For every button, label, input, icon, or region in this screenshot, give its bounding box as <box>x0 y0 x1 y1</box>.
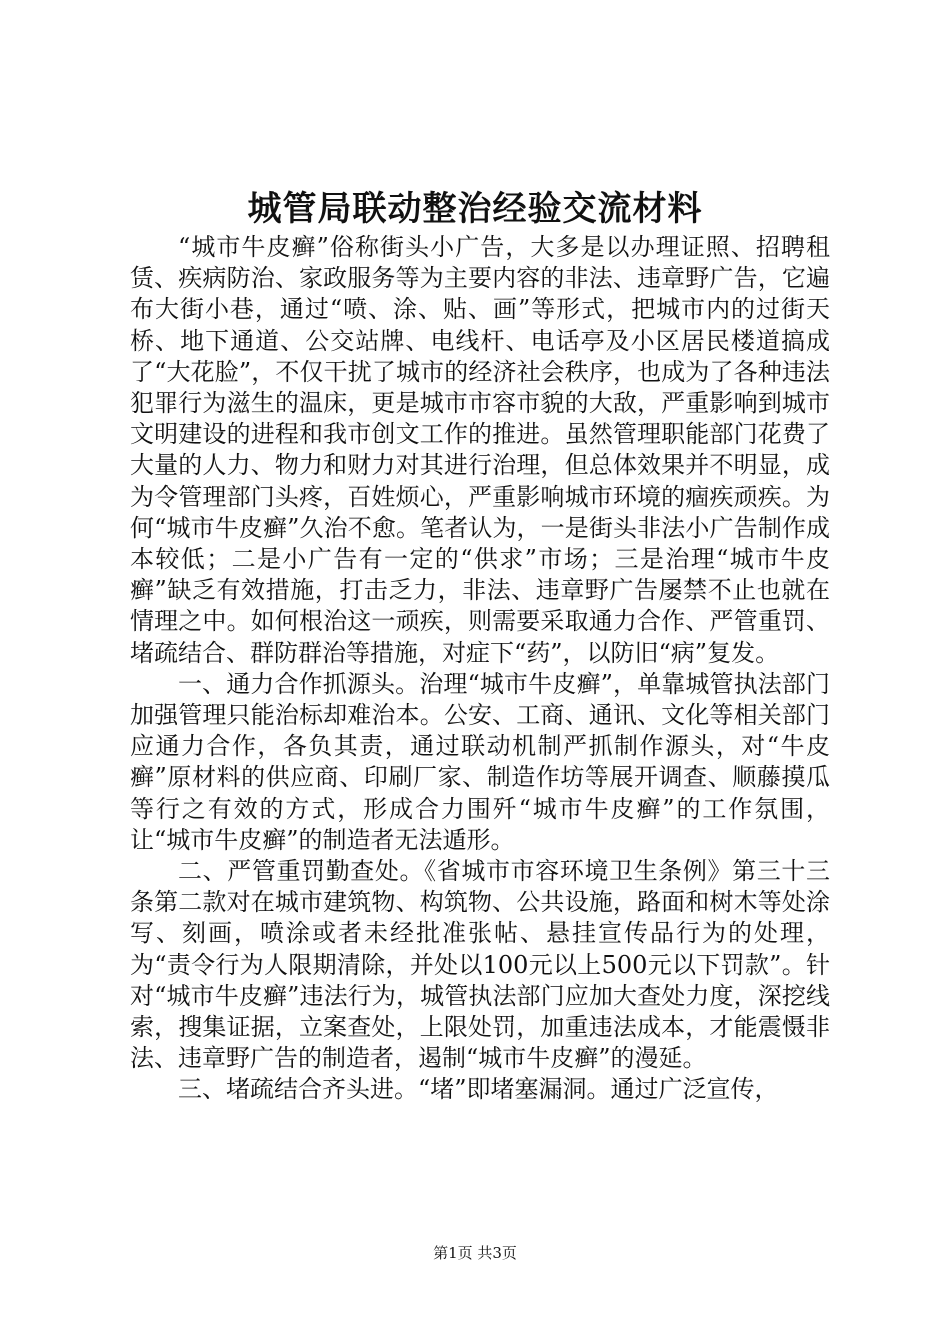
paragraph-section-2: 二、严管重罚勤查处。《省城市市容环境卫生条例》第三十三条第二款对在城市建筑物、构筑物、公共设施，路面和树木等处涂写、刻画，喷涂或者未经批准张帖、悬挂宣传品行为的处理，为“责令行为人限期清除，并处以100元以上500元以下罚款”。针对“城市牛皮癣”违法行为，城管执法部门应加大查处力度，深挖线索，搜集证据，立案查处，上限处罚，加重违法成本，才能震慑非法、违章野广告的制造者，遏制“城市牛皮癣”的漫延。 <box>130 857 830 1073</box>
document-title: 城管局联动整治经验交流材料 <box>247 189 703 229</box>
paragraph-section-3: 三、堵疏结合齐头进。“堵”即堵塞漏洞。通过广泛宣传， <box>178 1075 779 1104</box>
paragraph-intro: “城市牛皮癣”俗称街头小广告，大多是以办理证照、招聘租赁、疾病防治、家政服务等为主要内容的非法、违章野广告，它遍布大街小巷，通过“喷、涂、贴、画”等形式，把城市内的过街天桥、地下通道、公交站牌、电线杆、电话亭及小区居民楼道搞成了“大花脸”，不仅干扰了城市的经济社会秩序，也成为了各种违法犯罪行为滋生的温床，更是城市市容市貌的大敌，严重影响到城市文明建设的进程和我市创文工作的推进。虽然管理职能部门花费了大量的人力、物力和财力对其进行治理，但总体效果并不明显，成为令管理部门头疼，百姓烦心，严重影响城市环境的痼疾顽疾。为何“城市牛皮癣”久治不愈。笔者认为，一是街头非法小广告制作成本较低；二是小广告有一定的“供求”市场；三是治理“城市牛皮癣”缺乏有效措施，打击乏力，非法、违章野广告屡禁不止也就在情理之中。如何根治这一顽疾，则需要采取通力合作、严管重罚、堵疏结合、群防群治等措施，对症下“药”，以防旧“病”复发。 <box>130 233 830 667</box>
paragraph-section-1: 一、通力合作抓源头。治理“城市牛皮癣”，单靠城管执法部门加强管理只能治标却难治本。公安、工商、通讯、文化等相关部门应通力合作，各负其责，通过联动机制严抓制作源头，对“牛皮癣”原材料的供应商、印刷厂家、制造作坊等展开调查、顺藤摸瓜等行之有效的方式，形成合力围歼“城市牛皮癣”的工作氛围，让“城市牛皮癣”的制造者无法遁形。 <box>130 669 830 854</box>
page-number-footer: 第1页 共3页 <box>433 1244 517 1262</box>
document-body <box>130 232 830 1106</box>
